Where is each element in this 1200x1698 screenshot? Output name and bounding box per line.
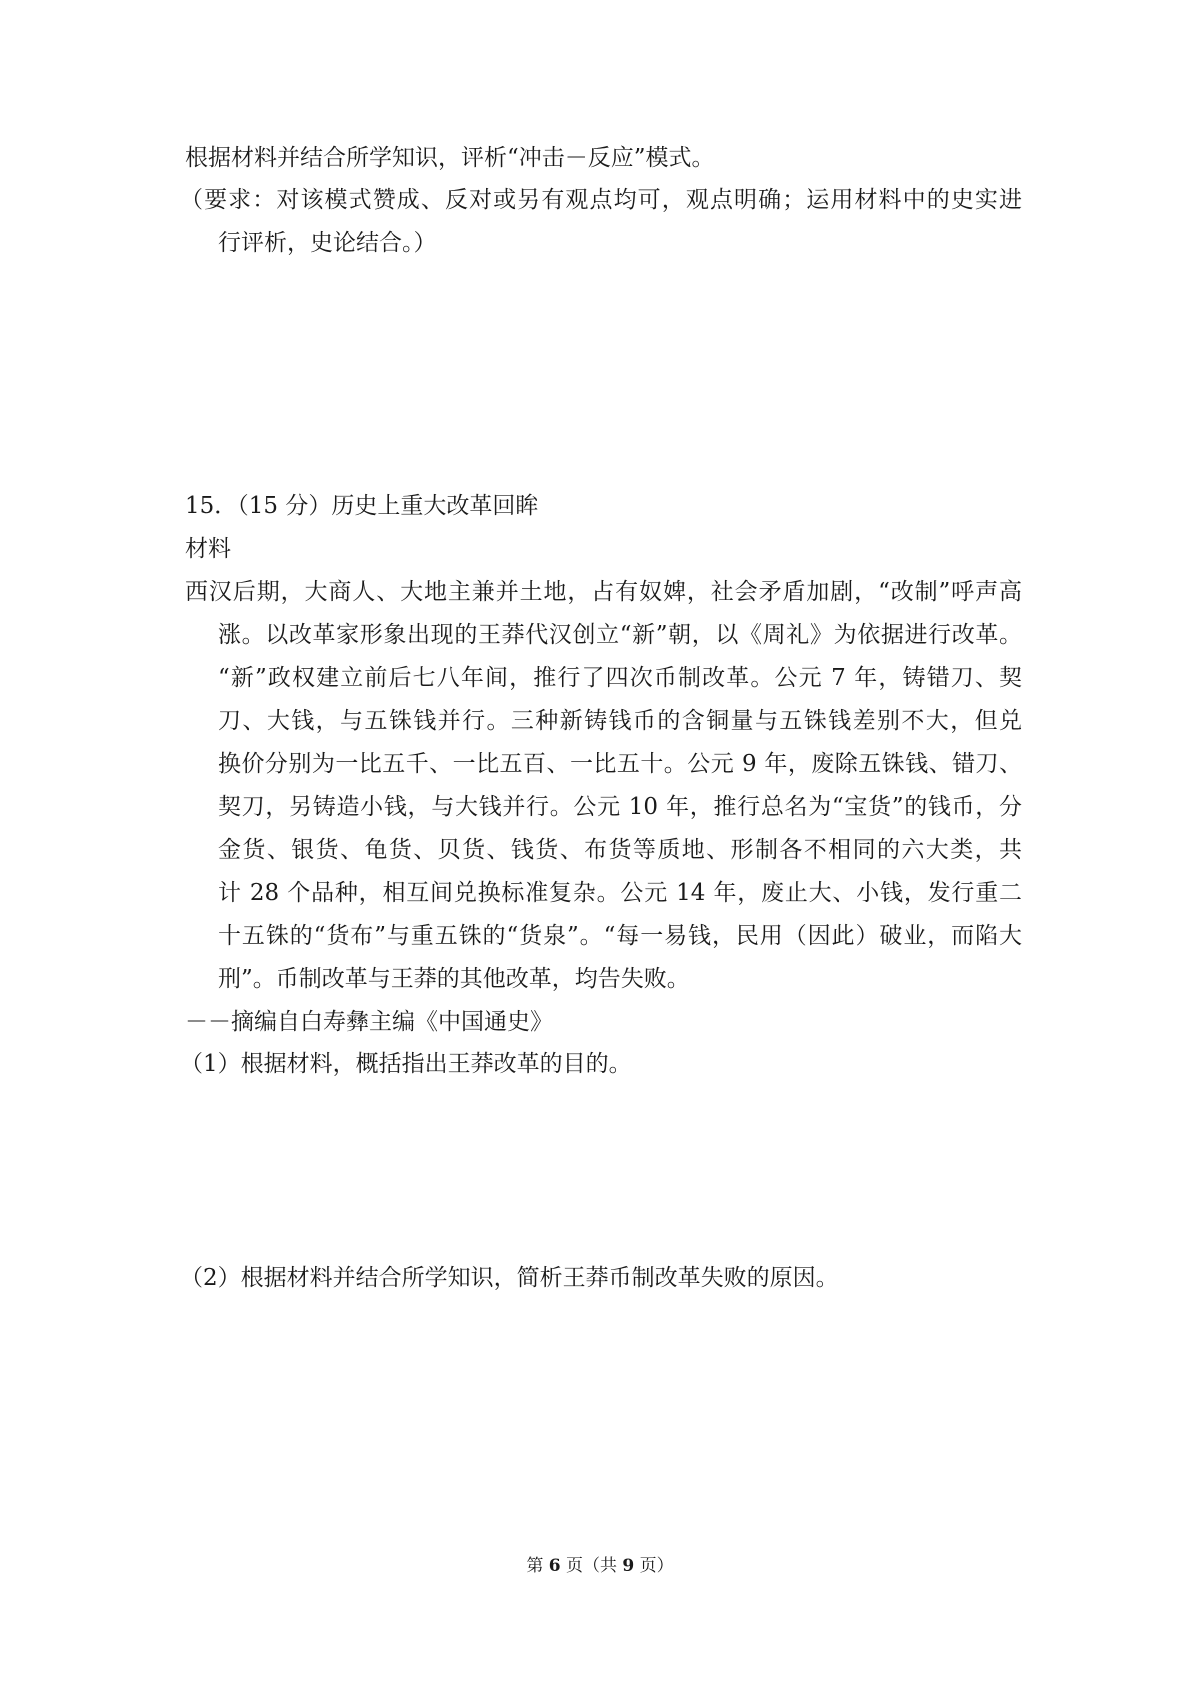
q14-requirement-line-2: 行评析，史论结合。） [218,230,437,256]
material-line-6: 契刀，另铸造小钱，与大钱并行。公元 10 年，推行总名为“宝货”的钱币，分 [218,794,1022,820]
material-line-7: 金货、银货、龟货、贝货、钱货、布货等质地、形制各不相同的六大类，共 [218,837,1022,863]
material-line-5: 换价分别为一比五千、一比五百、一比五十。公元 9 年，废除五铢钱、错刀、 [218,751,1022,777]
footer-suffix: 页） [634,1556,674,1576]
material-line-4: 刀、大钱，与五铢钱并行。三种新铸钱币的含铜量与五铢钱差别不大，但兑 [218,708,1022,734]
footer-mid: 页（共 [560,1556,623,1576]
material-source: －－摘编自白寿彝主编《中国通史》 [185,1009,553,1035]
footer-prefix: 第 [526,1556,549,1576]
q15-heading: 15．（15 分）历史上重大改革回眸 [185,493,539,519]
material-line-8: 计 28 个品种，相互间兑换标准复杂。公元 14 年，废止大、小钱，发行重二 [218,880,1022,906]
q15-material-label: 材料 [185,536,231,562]
material-line-1: 西汉后期，大商人、大地主兼并土地，占有奴婢，社会矛盾加剧，“改制”呼声高 [185,579,1022,605]
material-line-3: “新”政权建立前后七八年间，推行了四次币制改革。公元 7 年，铸错刀、契 [218,665,1022,691]
material-line-9: 十五铢的“货布”与重五铢的“货泉”。“每一易钱，民用（因此）破业，而陷大 [218,923,1022,949]
footer-total-pages: 9 [622,1556,635,1576]
material-line-10: 刑”。币制改革与王莽的其他改革，均告失败。 [218,966,690,992]
material-line-2: 涨。以改革家形象出现的王莽代汉创立“新”朝，以《周礼》为依据进行改革。 [218,622,1022,648]
q14-requirement-line-1: （要求：对该模式赞成、反对或另有观点均可，观点明确；运用材料中的史实进 [180,187,1022,213]
page-footer [0,1555,1200,1577]
q15-subquestion-1: （1）根据材料，概括指出王莽改革的目的。 [180,1051,632,1077]
footer-page-number: 6 [548,1556,561,1576]
q14-instruction: 根据材料并结合所学知识，评析“冲击－反应”模式。 [185,145,715,171]
q15-subquestion-2: （2）根据材料并结合所学知识，简析王莽币制改革失败的原因。 [180,1265,839,1291]
